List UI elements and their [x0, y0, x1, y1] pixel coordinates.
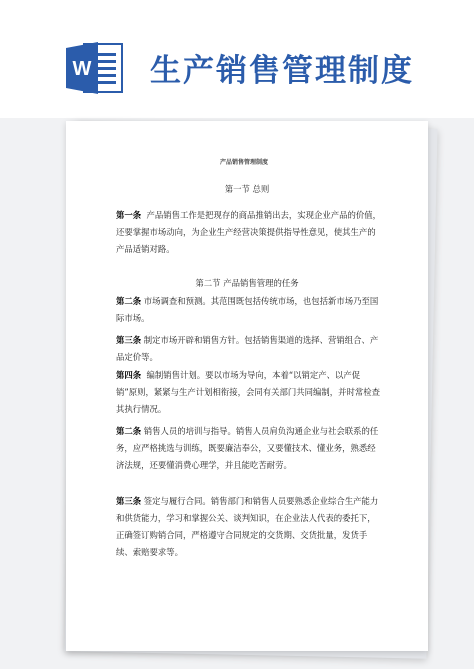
article-number: 第三条 — [116, 496, 142, 506]
paragraph-text: 销售人员的培训与指导。销售人员肩负沟通企业与社会联系的任务，应严格挑选与训练，既要廉洁奉公，又要懂技术、懂业务，熟悉经济法规，还要懂消费心理学，并且能吃苦耐劳。 — [116, 426, 379, 470]
page-title: 生产销售管理制度 — [150, 53, 414, 89]
paragraph — [116, 367, 381, 418]
article-number: 第二条 — [116, 426, 142, 436]
paragraph-text: 编制销售计划。要以市场为导向，本着“以销定产、以产促销”原则，紧紧与生产计划相衔接，会同有关部门共同编制，并时常检查其执行情况。 — [116, 370, 380, 414]
paragraph — [116, 493, 381, 561]
article-number: 第四条 — [116, 370, 142, 380]
logo-letter: W — [72, 58, 92, 80]
paragraph — [116, 293, 381, 327]
article-number: 第二条 — [116, 296, 142, 306]
paragraph — [116, 332, 381, 366]
header-banner — [0, 0, 474, 118]
document-heading: 产品销售管理制度 — [219, 159, 268, 166]
paragraph-text: 制定市场开辟和销售方针。包括销售渠道的选择、营销组合、产品定价等。 — [116, 335, 379, 362]
section-heading: 第二节 产品销售管理的任务 — [195, 278, 299, 288]
paragraph-text: 产品销售工作是把现存的商品推销出去，实现企业产品的价值，还要掌握市场动向，为企业生产经营决策提供指导性意见，使其生产的产品适销对路。 — [116, 210, 381, 254]
paragraph-text: 签定与履行合同。销售部门和销售人员要熟悉企业综合生产能力和供货能力，学习和掌握公关、谈判知识，在企业法人代表的委托下，正确签订购销合同，严格遵守合同规定的交货期、交货批量，发货手续、索赔要求等。 — [116, 496, 379, 557]
article-number: 第一条 — [116, 210, 142, 220]
paragraph — [116, 423, 381, 474]
word-document-icon — [66, 40, 124, 96]
paragraph-text: 市场调查和预测。其范围既包括传统市场，也包括新市场乃至国际市场。 — [116, 296, 379, 323]
article-number: 第三条 — [116, 335, 142, 345]
section-heading: 第一节 总则 — [224, 184, 270, 194]
paragraph — [116, 207, 381, 258]
document-page — [66, 121, 428, 651]
